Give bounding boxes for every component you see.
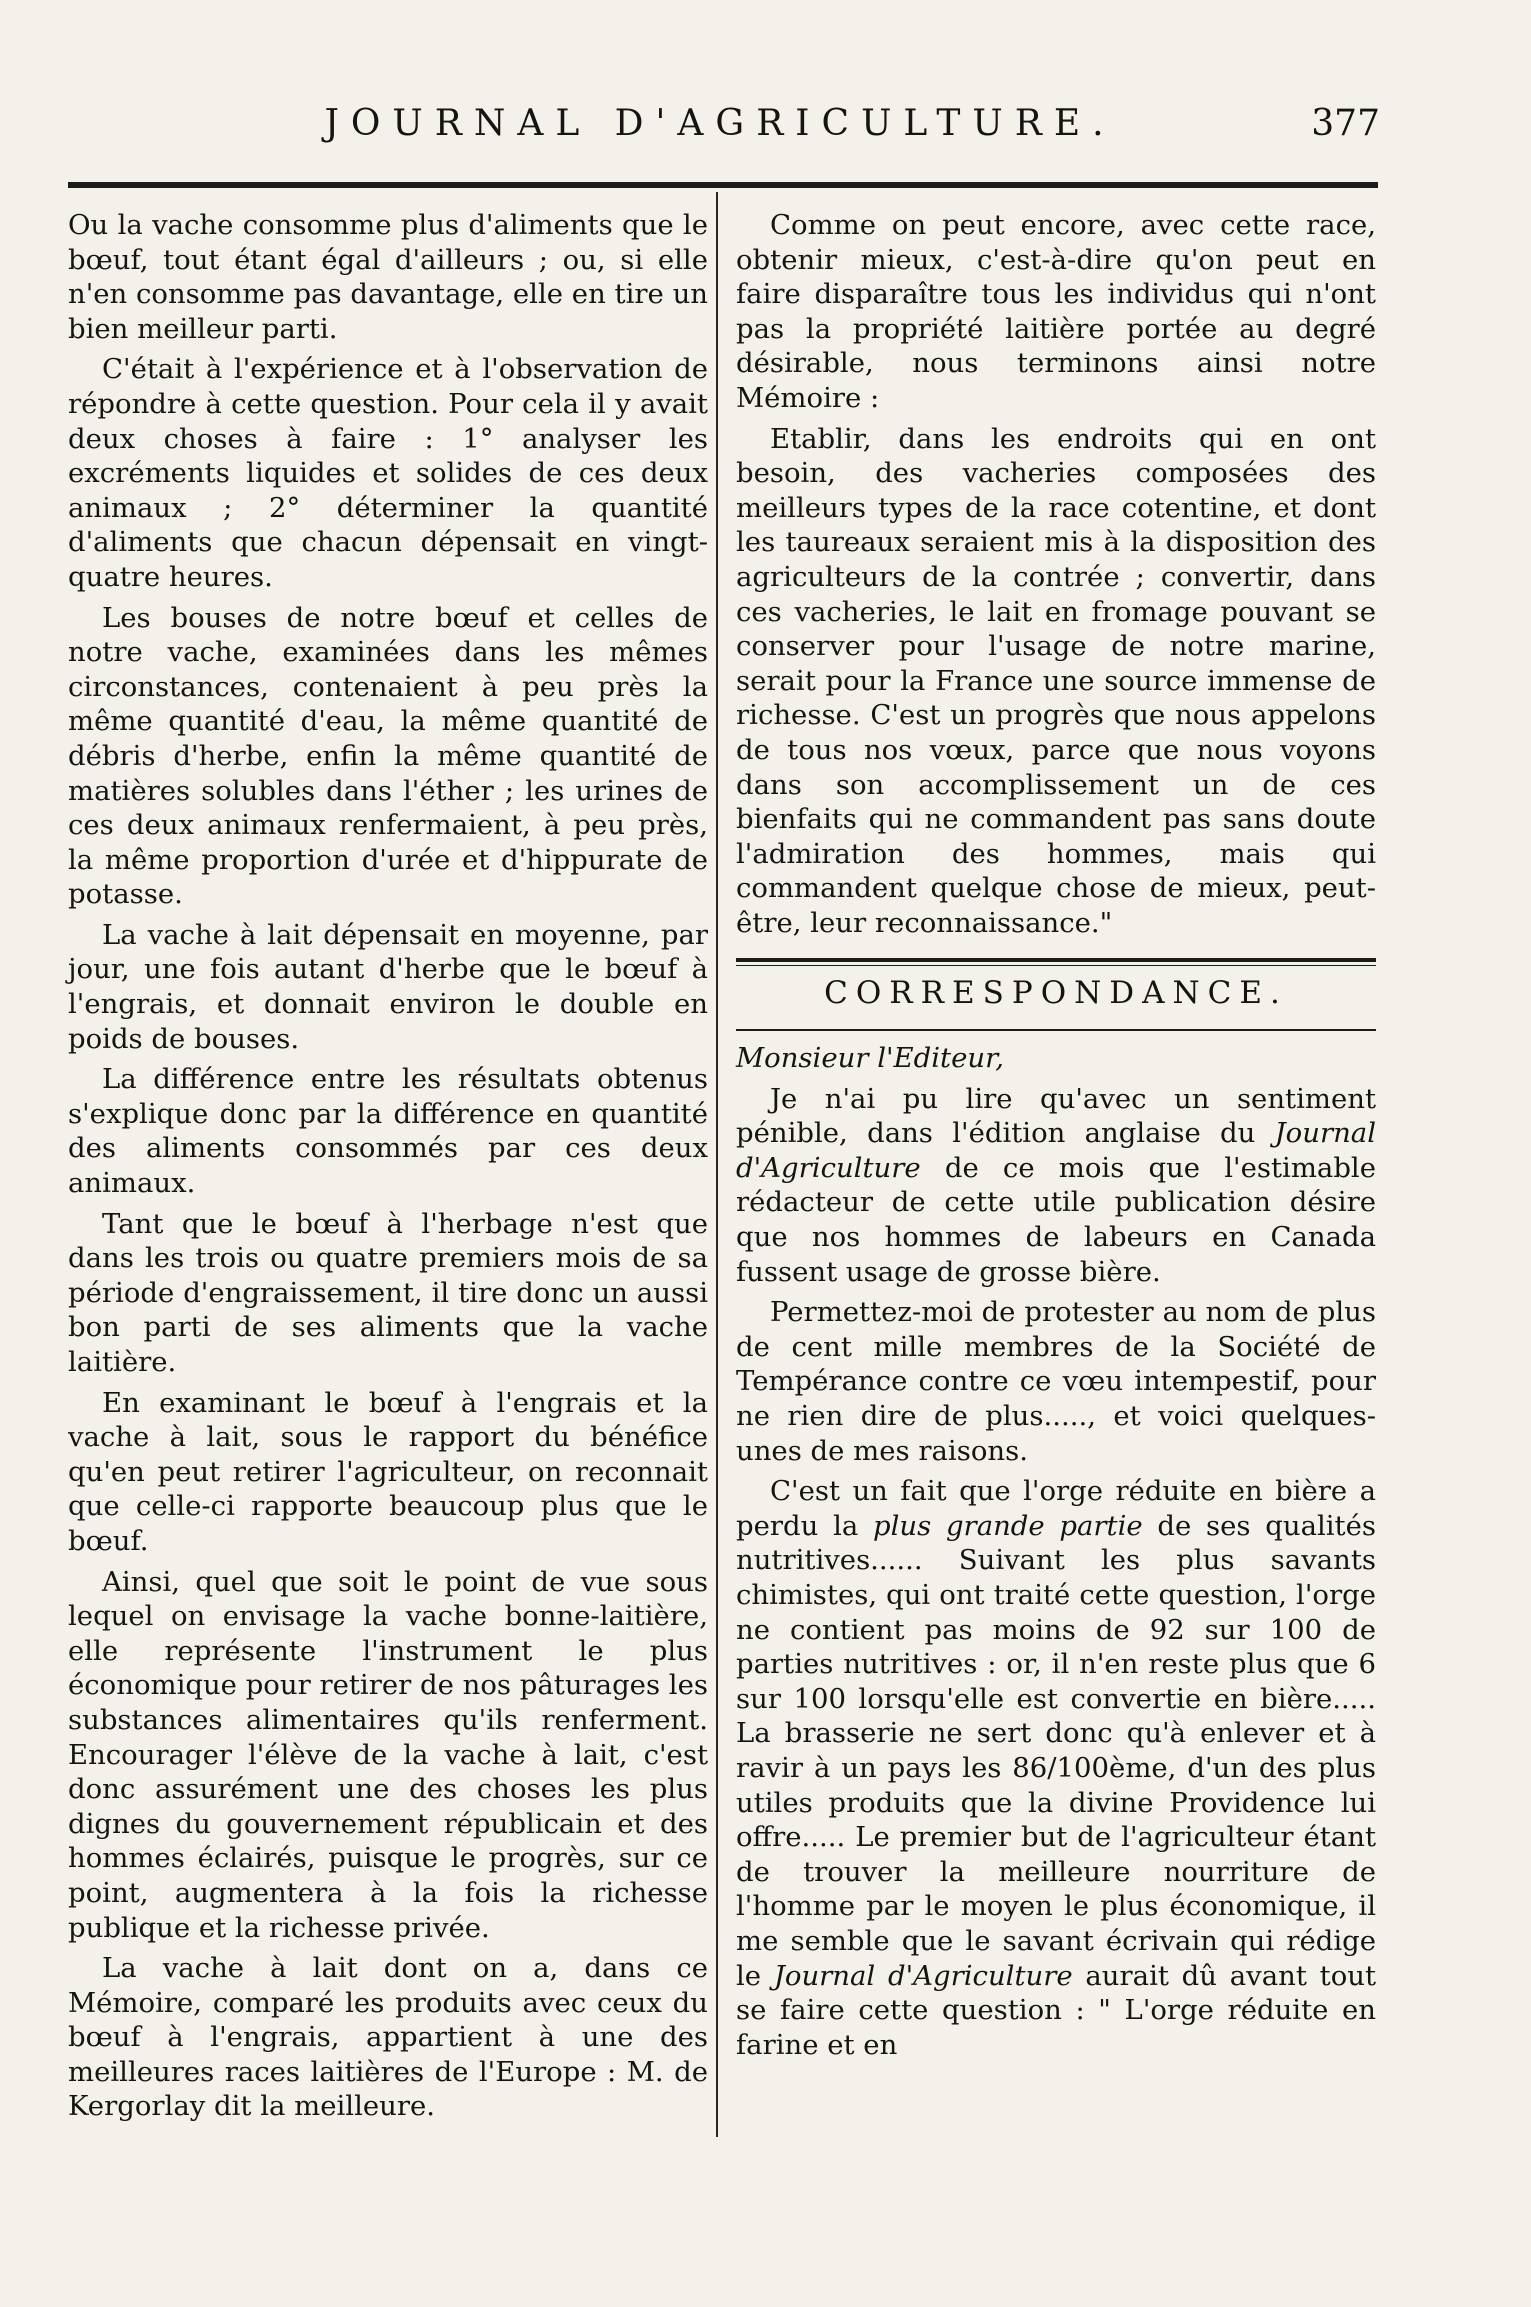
text-run: aurait dû avant tout se faire cette question : " L'orge réduite en farine et en (736, 1959, 1377, 2061)
section-rule-bottom (736, 1029, 1376, 1031)
paragraph: Etablir, dans les endroits qui en ont besoin, des vacheries composées des meilleurs types de la race cotentine, et dont les taureaux seraient mis à la disposition des agriculteurs de la contrée ; convertir, dans ces vacheries, le lait en fromage pouvant se conserver pour l'usage de notre marine, serait pour la France une source immense de richesse. C'est un progrès que nous appelons de tous nos vœux, parce que nous voyons dans son accomplissement un de ces bienfaits qui ne commandent pas sans doute l'admiration des hommes, mais qui commandent quelque chose de mieux, peut-être, leur reconnaissance." (736, 422, 1376, 939)
running-title: JOURNAL D'AGRICULTURE. (324, 103, 1116, 144)
journal-title: Journal d'Agriculture (773, 1959, 1073, 1992)
paragraph: La vache à lait dont on a, dans ce Mémoire, comparé les produits avec ceux du bœuf à l'engrais, appartient à une des meilleures races laitières de l'Europe : M. de Kergorlay dit la meilleure. (68, 1952, 708, 2123)
text-run: C'est un fait que l'orge réduite en bière a perdu la (736, 1475, 1376, 1542)
section-title: CORRESPONDANCE. (824, 975, 1288, 1012)
paragraph: Ou la vache consomme plus d'aliments que le bœuf, tout étant égal d'ailleurs ; ou, si elle n'en consomme pas davantage, elle en tire un bien meilleur parti. (68, 209, 708, 345)
journal-title: Journal d'Agriculture (736, 1117, 1376, 1184)
column-divider (716, 192, 718, 2137)
section-rule (736, 958, 1376, 966)
emphasis: plus grande partie (873, 1509, 1143, 1542)
letter-paragraph (736, 1082, 1376, 1290)
paragraph: Ainsi, quel que soit le point de vue sous lequel on envisage la vache bonne-laitière, elle représente l'instrument le plus économique pour retirer de nos pâturages les substances alimentaires qu'ils renferment. Encourager l'élève de la vache à lait, c'est donc assurément une des choses les plus dignes du gouvernement républicain et des hommes éclairés, puisque le progrès, sur ce point, augmentera à la fois la richesse publique et la richesse privée. (68, 1565, 708, 1944)
paragraph: C'était à l'expérience et à l'observation de répondre à cette question. Pour cela il y avait deux choses à faire : 1° analyser les excréments liquides et solides de ces deux animaux ; 2° déterminer la quantité d'aliments que chacun dépensait en vingt-quatre heures. (68, 353, 708, 593)
text-run: Je n'ai pu lire qu'avec un sentiment pénible, dans l'édition anglaise du (736, 1082, 1376, 1150)
paragraph: La différence entre les résultats obtenus s'explique donc par la différence en quantité des aliments consommés par ces deux animaux. (68, 1063, 708, 1200)
letter-paragraph (736, 1474, 1376, 2062)
left-column (68, 208, 708, 2130)
page-header (60, 95, 1380, 155)
text-run: de ce mois que l'estimable rédacteur de cette utile publication désire que nos hommes de labeurs en Canada fussent usage de grosse bière. (736, 1151, 1376, 1288)
paragraph: Tant que le bœuf à l'herbage n'est que dans les trois ou quatre premiers mois de sa période d'engraissement, il tire donc un aussi bon parti de ses aliments que la vache laitière. (68, 1207, 708, 1378)
paragraph: En examinant le bœuf à l'engrais et la vache à lait, sous le rapport du bénéfice qu'en peut retirer l'agriculteur, on reconnait que celle-ci rapporte beaucoup plus que le bœuf. (68, 1386, 708, 1557)
text-run: de ses qualités nutritives...... Suivant les plus savants chimistes, qui ont traité cette question, l'orge ne contient pas moins de 92 sur 100 de parties nutritives : or, il n'en reste plus que 6 sur 100 lorsqu'elle est convertie en bière..... La brasserie ne sert donc qu'à enlever et à ravir à un pays les 86/100ème, d'un des plus utiles produits que la divine Providence lui offre..... Le premier but de l'agriculteur étant de trouver la meilleure nourriture de l'homme par le moyen le plus économique, il me semble que le savant écrivain qui rédige le (736, 1509, 1376, 1992)
paragraph: Comme on peut encore, avec cette race, obtenir mieux, c'est-à-dire qu'on peut en faire disparaître tous les individus qui n'ont pas la propriété laitière portée au degré désirable, nous terminons ainsi notre Mémoire : (736, 209, 1376, 414)
paragraph: La vache à lait dépensait en moyenne, par jour, une fois autant d'herbe que le bœuf à l'engrais, et donnait environ le double en poids de bouses. (68, 918, 708, 1055)
right-column (736, 208, 1376, 2068)
header-rule (68, 182, 1378, 188)
letter-paragraph: Permettez-moi de protester au nom de plus de cent mille membres de la Société de Tempérance contre ce vœu intempestif, pour ne rien dire de plus....., et voici quelques-unes de mes raisons. (736, 1296, 1376, 1467)
salutation: Monsieur l'Editeur, (736, 1042, 1004, 1075)
paragraph: Les bouses de notre bœuf et celles de notre vache, examinées dans les mêmes circonstances, contenaient à peu près la même quantité d'eau, la même quantité de débris d'herbe, enfin la même quantité de matières solubles dans l'éther ; les urines de ces deux animaux renfermaient, à peu près, la même proportion d'urée et d'hippurate de potasse. (68, 601, 708, 911)
page-number: 377 (1311, 103, 1380, 144)
